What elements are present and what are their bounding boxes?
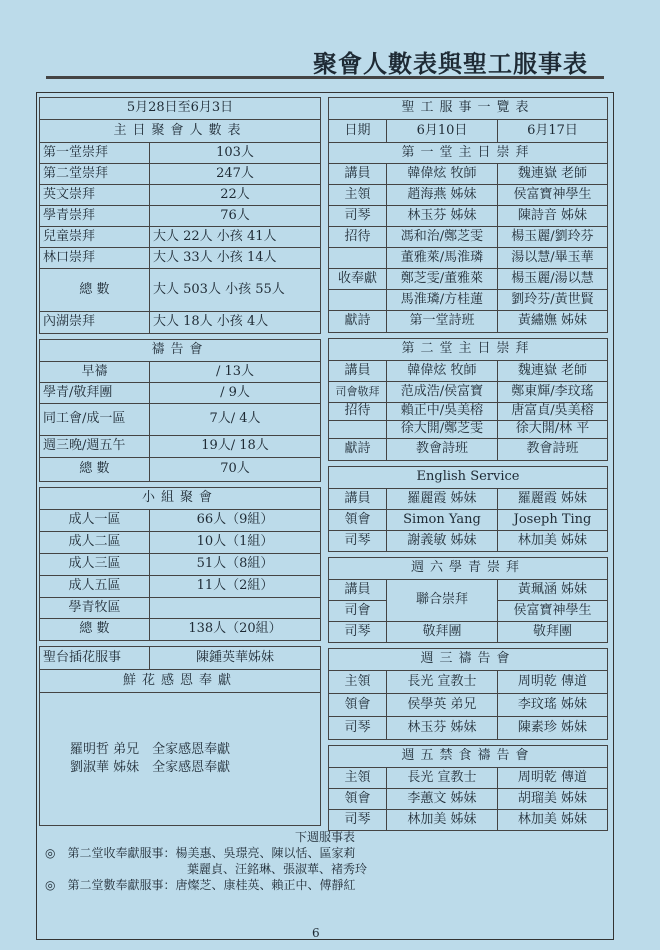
table-row: [329, 439, 608, 461]
cell: 林加美 姊妹: [387, 810, 498, 831]
cell: Joseph Ting: [498, 510, 608, 531]
table-row: [329, 403, 608, 421]
cell: 賴正中/吳美榕: [387, 403, 498, 421]
table-row: [329, 206, 608, 227]
cell: 謝義敏 姊妹: [387, 531, 498, 552]
role-label: 講員: [329, 580, 387, 601]
role-label: 主領: [329, 768, 387, 789]
table-row: [329, 622, 608, 643]
row-label: 同工會/成一區: [40, 404, 150, 436]
row-value: 大人 33人 小孩 14人: [150, 248, 321, 269]
first-service-header: 第一堂主日崇拜: [329, 143, 608, 164]
row-label: 兒童崇拜: [40, 227, 150, 248]
role-label: [329, 421, 387, 439]
table-row: [329, 185, 608, 206]
next-week-line: 葉麗貞、汪銘琳、張淑華、褚秀玲: [187, 862, 368, 876]
table-row: [40, 227, 321, 248]
role-label: 司琴: [329, 622, 387, 643]
row-value: 22人: [150, 185, 321, 206]
table-row: [40, 576, 321, 598]
cell: 黃珮涵 姊妹: [498, 580, 608, 601]
row-label: 總 數: [40, 619, 150, 641]
role-label: 主領: [329, 185, 387, 206]
thanks-box: [40, 693, 321, 826]
row-value: 70人: [150, 458, 321, 482]
row-label: 早禱: [40, 362, 150, 383]
row-label: 內湖崇拜: [40, 312, 150, 334]
role-label: [329, 248, 387, 269]
cell: 羅麗霞 姊妹: [387, 489, 498, 510]
row-label: 週三晚/週五午: [40, 436, 150, 458]
cell: 侯學英 弟兄: [387, 694, 498, 717]
row-value: 19人/ 18人: [150, 436, 321, 458]
role-label: 司琴: [329, 810, 387, 831]
row-label: 總 數: [40, 458, 150, 482]
row-value: 7人/ 4人: [150, 404, 321, 436]
cell: 魏連嶽 老師: [498, 164, 608, 185]
role-label: 司琴: [329, 717, 387, 740]
row-value: 10人（1組）: [150, 532, 321, 554]
role-label: 司會敬拜: [329, 382, 387, 403]
row-value: / 9人: [150, 383, 321, 404]
row-label: 成人一區: [40, 510, 150, 532]
row-label: 成人五區: [40, 576, 150, 598]
cell: 教會詩班: [498, 439, 608, 461]
row-value: 103人: [150, 143, 321, 164]
cell: 趙海燕 姊妹: [387, 185, 498, 206]
role-label: 招待: [329, 403, 387, 421]
english-service-header: English Service: [329, 467, 608, 489]
cell: 鄭芝雯/董雅萊: [387, 269, 498, 290]
table-row: [329, 810, 608, 831]
cell: 徐大開/林 平: [498, 421, 608, 439]
cell: 林加美 姊妹: [498, 810, 608, 831]
cell: 第一堂詩班: [387, 311, 498, 333]
date-2: 6月17日: [498, 120, 608, 143]
cell: 韓偉炫 牧師: [387, 361, 498, 382]
title-divider: [46, 76, 604, 79]
table-row: [329, 768, 608, 789]
row-value: 247人: [150, 164, 321, 185]
table-row: [40, 404, 321, 436]
cell: 侯富寶神學生: [498, 185, 608, 206]
row-value: 11人（2組）: [150, 576, 321, 598]
row-value: / 13人: [150, 362, 321, 383]
table-row: [329, 164, 608, 185]
row-label: 成人二區: [40, 532, 150, 554]
page-number: 6: [312, 926, 320, 940]
cell: 唐富貞/吳美榕: [498, 403, 608, 421]
wednesday-prayer-header: 週三禱告會: [329, 649, 608, 671]
row-label: 成人三區: [40, 554, 150, 576]
next-week-line: ◎ 第二堂收奉獻服事：楊美惠、吳璟亮、陳以恬、區家莉: [45, 846, 356, 860]
cell: 鄭東輝/李玟瑤: [498, 382, 608, 403]
table-row: [40, 510, 321, 532]
row-label: 總 數: [40, 269, 150, 312]
table-row: [329, 269, 608, 290]
cell: 馮和治/鄭芝雯: [387, 227, 498, 248]
row-value: 51人（8組）: [150, 554, 321, 576]
group-header: 小組聚會: [40, 488, 321, 510]
date-label: 日期: [329, 120, 387, 143]
cell: 湯以慧/畢玉華: [498, 248, 608, 269]
cell: 李玟瑤 姊妹: [498, 694, 608, 717]
row-value: 138人（20組）: [150, 619, 321, 641]
table-row: [329, 531, 608, 552]
date-range: 5月28日至6月3日: [40, 98, 321, 120]
friday-fast-header: 週五禁食禱告會: [329, 746, 608, 768]
cell: 黃繡嫵 姊妹: [498, 311, 608, 333]
role-label: 招待: [329, 227, 387, 248]
table-row: [40, 383, 321, 404]
cell: 楊玉麗/劉玲芬: [498, 227, 608, 248]
cell: 魏連嶽 老師: [498, 361, 608, 382]
service-header: 聖工服事一覽表: [329, 98, 608, 120]
table-row: [329, 694, 608, 717]
role-label: 講員: [329, 361, 387, 382]
table-row: [40, 619, 321, 641]
row-value: 大人 18人 小孩 4人: [150, 312, 321, 334]
table-row: [329, 580, 608, 601]
cell: 徐大開/鄭芝雯: [387, 421, 498, 439]
row-label: 學青牧區: [40, 598, 150, 619]
service-table: [328, 97, 608, 831]
role-label: 收奉獻: [329, 269, 387, 290]
table-row: [40, 647, 321, 670]
thanks-line: 羅明哲 弟兄 全家感恩奉獻: [70, 742, 231, 757]
table-row: [40, 532, 321, 554]
thanks-line: 劉淑華 姊妹 全家感恩奉獻: [70, 760, 231, 775]
cell: 劉玲芬/黃世賢: [498, 290, 608, 311]
table-row: [40, 269, 321, 312]
cell: 董雅萊/馬淮璘: [387, 248, 498, 269]
row-label: 英文崇拜: [40, 185, 150, 206]
cell: Simon Yang: [387, 510, 498, 531]
cell: 陳詩音 姊妹: [498, 206, 608, 227]
cell: 周明乾 傳道: [498, 768, 608, 789]
table-row: [40, 164, 321, 185]
thanks-header: 鮮花感恩奉獻: [40, 670, 321, 693]
table-row: [40, 436, 321, 458]
row-label: 學青/敬拜團: [40, 383, 150, 404]
table-row: [329, 489, 608, 510]
cell: 侯富寶神學生: [498, 601, 608, 622]
cell: 馬淮璘/方桂蓮: [387, 290, 498, 311]
role-label: 獻詩: [329, 311, 387, 333]
cell: 長光 宣教士: [387, 671, 498, 694]
page-title: 聚會人數表與聖工服事表: [313, 50, 588, 78]
table-row: [329, 382, 608, 403]
date-1: 6月10日: [387, 120, 498, 143]
cell: 胡瑠美 姊妹: [498, 789, 608, 810]
table-row: [329, 717, 608, 740]
saturday-service-header: 週六學青崇拜: [329, 558, 608, 580]
cell: 敬拜團: [498, 622, 608, 643]
row-value: 大人 503人 小孩 55人: [150, 269, 321, 312]
role-label: 獻詩: [329, 439, 387, 461]
row-label: 林口崇拜: [40, 248, 150, 269]
row-label: 第二堂崇拜: [40, 164, 150, 185]
attendance-column: [39, 97, 321, 826]
cell: 李蕙文 姊妹: [387, 789, 498, 810]
table-row: [329, 361, 608, 382]
role-label: 講員: [329, 164, 387, 185]
row-label: 學青崇拜: [40, 206, 150, 227]
sunday-header: 主日聚會人數表: [40, 120, 321, 143]
next-week-notes: [39, 829, 611, 893]
table-row: [329, 248, 608, 269]
table-row: [329, 671, 608, 694]
row-value: 76人: [150, 206, 321, 227]
row-value: 大人 22人 小孩 41人: [150, 227, 321, 248]
table-row: [40, 248, 321, 269]
service-column: [328, 97, 608, 831]
table-row: [329, 510, 608, 531]
table-row: [40, 362, 321, 383]
role-label: 司會: [329, 601, 387, 622]
next-week-line: ◎ 第二堂數奉獻服事：唐燦芝、康桂英、賴正中、傅靜紅: [45, 878, 356, 892]
role-label: 講員: [329, 489, 387, 510]
role-label: 領會: [329, 789, 387, 810]
cell: 楊玉麗/湯以慧: [498, 269, 608, 290]
table-row: [40, 458, 321, 482]
cell: 羅麗霞 姊妹: [498, 489, 608, 510]
role-label: 主領: [329, 671, 387, 694]
table-row: [329, 227, 608, 248]
cell: 范成浩/侯富寶: [387, 382, 498, 403]
role-label: 領會: [329, 510, 387, 531]
role-label: 司琴: [329, 206, 387, 227]
table-row: [40, 554, 321, 576]
table-row: [329, 290, 608, 311]
cell: 林玉芬 姊妹: [387, 717, 498, 740]
cell: 林加美 姊妹: [498, 531, 608, 552]
cell: 林玉芬 姊妹: [387, 206, 498, 227]
cell: 敬拜團: [387, 622, 498, 643]
row-value: 66人（9組）: [150, 510, 321, 532]
table-row: [329, 421, 608, 439]
table-row: [40, 185, 321, 206]
role-label: 領會: [329, 694, 387, 717]
flower-value: 陳鍾英華姊妹: [150, 647, 321, 670]
role-label: [329, 290, 387, 311]
table-row: [329, 311, 608, 333]
cell: 周明乾 傳道: [498, 671, 608, 694]
row-value: [150, 598, 321, 619]
table-row: [40, 143, 321, 164]
cell: 聯合崇拜: [387, 580, 498, 622]
attendance-table: [39, 97, 321, 826]
main-frame: [36, 92, 614, 940]
prayer-header: 禱告會: [40, 340, 321, 362]
table-row: [40, 312, 321, 334]
second-service-header: 第二堂主日崇拜: [329, 339, 608, 361]
next-week-title: 下週服事表: [294, 830, 355, 844]
role-label: 司琴: [329, 531, 387, 552]
cell: 長光 宣教士: [387, 768, 498, 789]
row-label: 第一堂崇拜: [40, 143, 150, 164]
cell: 韓偉炫 牧師: [387, 164, 498, 185]
table-row: [40, 206, 321, 227]
table-row: [40, 598, 321, 619]
cell: 教會詩班: [387, 439, 498, 461]
flower-label: 聖台插花服事: [40, 647, 150, 670]
table-row: [329, 789, 608, 810]
cell: 陳素珍 姊妹: [498, 717, 608, 740]
